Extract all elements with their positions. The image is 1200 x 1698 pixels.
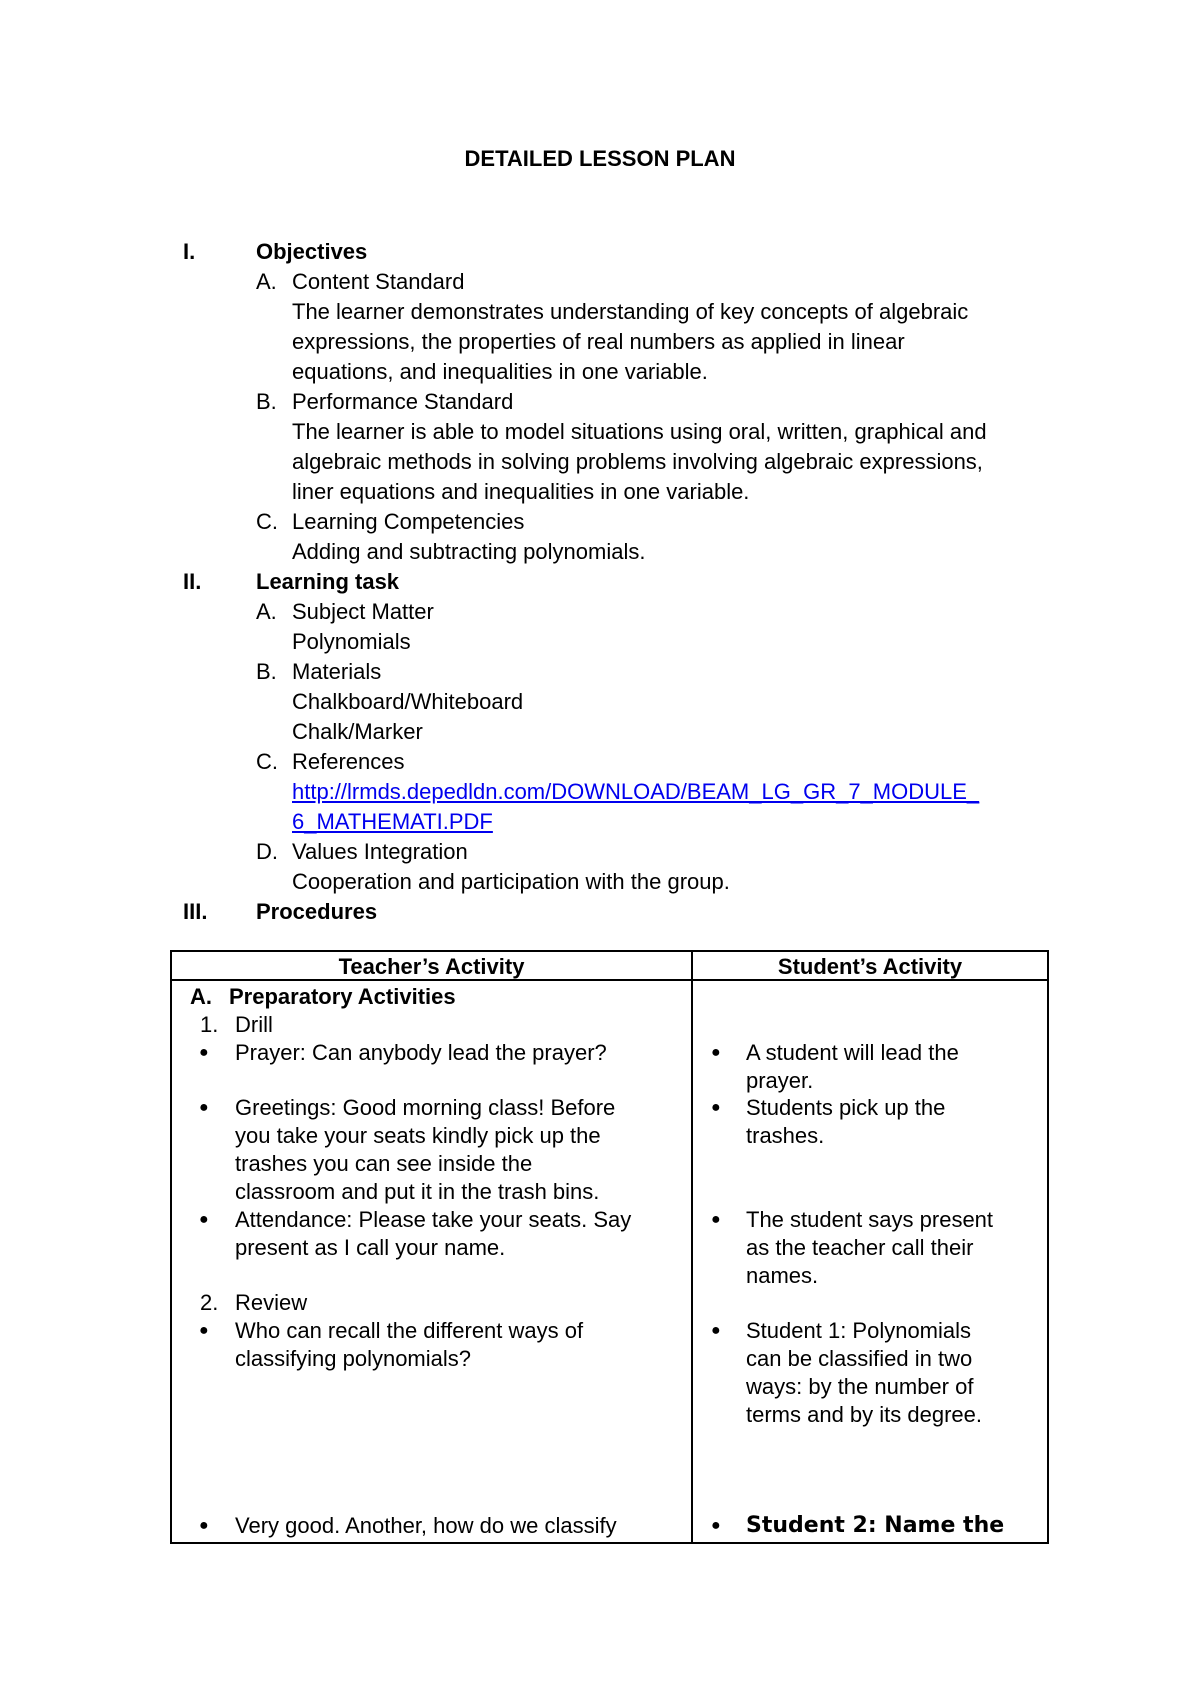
subject-matter-text: Polynomials	[292, 629, 411, 654]
student-1-answer: terms and by its degree.	[746, 1402, 983, 1427]
content-standard-text: equations, and inequalities in one variable.	[292, 359, 708, 384]
materials-label: Materials	[292, 659, 382, 684]
sub-letter: B.	[256, 389, 277, 414]
procedures-table	[170, 950, 1049, 1544]
references-label: References	[292, 749, 405, 774]
sub-letter: D.	[256, 839, 278, 864]
materials-item: Chalkboard/Whiteboard	[292, 689, 524, 714]
student-prayer: A student will lead the	[746, 1040, 959, 1065]
student-2-answer: Student 2: Name the	[746, 1513, 1005, 1538]
content-standard-label: Content Standard	[292, 269, 465, 294]
student-1-answer: ways: by the number of	[746, 1374, 974, 1399]
bullet-icon: ●	[199, 1517, 209, 1534]
section-numeral: I.	[183, 239, 196, 264]
list-number: 1.	[200, 1012, 219, 1037]
sub-letter: B.	[256, 659, 277, 684]
teacher-greetings: trashes you can see inside the	[235, 1151, 533, 1176]
reference-link[interactable]: http://lrmds.depedldn.com/DOWNLOAD/BEAM_LG_GR_7_MODULE_	[292, 779, 980, 804]
sub-letter: C.	[256, 509, 278, 534]
teacher-recall: Who can recall the different ways of	[235, 1318, 584, 1343]
teacher-greetings: classroom and put it in the trash bins.	[235, 1179, 600, 1204]
sub-letter: A.	[256, 269, 277, 294]
sub-letter: C.	[256, 749, 278, 774]
teacher-greetings: Greetings: Good morning class! Before	[235, 1095, 616, 1120]
performance-standard-text: The learner is able to model situations using oral, written, graphical and	[292, 419, 987, 444]
drill-label: Drill	[235, 1012, 273, 1037]
teacher-attendance: Attendance: Please take your seats. Say	[235, 1207, 632, 1232]
header-teacher-activity: Teacher’s Activity	[338, 954, 525, 979]
student-present: names.	[746, 1263, 819, 1288]
subject-matter-label: Subject Matter	[292, 599, 434, 624]
performance-standard-text: algebraic methods in solving problems involving algebraic expressions,	[292, 449, 983, 474]
teacher-greetings: you take your seats kindly pick up the	[235, 1123, 601, 1148]
reference-link[interactable]: 6_MATHEMATI.PDF	[292, 809, 493, 834]
section-heading-procedures: Procedures	[256, 899, 378, 924]
bullet-icon: ●	[711, 1211, 721, 1228]
section-heading-learning-task: Learning task	[256, 569, 400, 594]
student-1-answer: can be classified in two	[746, 1346, 973, 1371]
student-present: The student says present	[746, 1207, 994, 1232]
review-label: Review	[235, 1290, 308, 1315]
column-divider	[691, 952, 693, 1542]
student-trash: Students pick up the	[746, 1095, 946, 1120]
student-present: as the teacher call their	[746, 1235, 974, 1260]
student-prayer: prayer.	[746, 1068, 814, 1093]
section-letter: A.	[190, 984, 212, 1009]
list-number: 2.	[200, 1290, 219, 1315]
student-trash: trashes.	[746, 1123, 825, 1148]
header-student-activity: Student’s Activity	[777, 954, 963, 979]
values-integration-label: Values Integration	[292, 839, 468, 864]
student-1-answer: Student 1: Polynomials	[746, 1318, 972, 1343]
page-title: DETAILED LESSON PLAN	[464, 146, 736, 171]
teacher-recall: classifying polynomials?	[235, 1346, 471, 1371]
materials-item: Chalk/Marker	[292, 719, 423, 744]
sub-letter: A.	[256, 599, 277, 624]
section-numeral: III.	[183, 899, 208, 924]
content-standard-text: The learner demonstrates understanding of key concepts of algebraic	[292, 299, 969, 324]
bullet-icon: ●	[711, 1517, 721, 1534]
bullet-icon: ●	[199, 1211, 209, 1228]
teacher-very-good: Very good. Another, how do we classify	[235, 1513, 617, 1538]
section-heading-objectives: Objectives	[256, 239, 368, 264]
teacher-prayer: Prayer: Can anybody lead the prayer?	[235, 1040, 607, 1065]
bullet-icon: ●	[711, 1099, 721, 1116]
bullet-icon: ●	[711, 1044, 721, 1061]
learning-competencies-text: Adding and subtracting polynomials.	[292, 539, 646, 564]
preparatory-activities-heading: Preparatory Activities	[229, 984, 456, 1009]
content-standard-text: expressions, the properties of real numbers as applied in linear	[292, 329, 905, 354]
performance-standard-text: liner equations and inequalities in one variable.	[292, 479, 750, 504]
header-divider	[172, 979, 1047, 981]
section-numeral: II.	[183, 569, 202, 594]
learning-competencies-label: Learning Competencies	[292, 509, 525, 534]
bullet-icon: ●	[711, 1322, 721, 1339]
bullet-icon: ●	[199, 1322, 209, 1339]
performance-standard-label: Performance Standard	[292, 389, 514, 414]
bullet-icon: ●	[199, 1044, 209, 1061]
teacher-attendance: present as I call your name.	[235, 1235, 506, 1260]
bullet-icon: ●	[199, 1099, 209, 1116]
values-integration-text: Cooperation and participation with the group.	[292, 869, 730, 894]
